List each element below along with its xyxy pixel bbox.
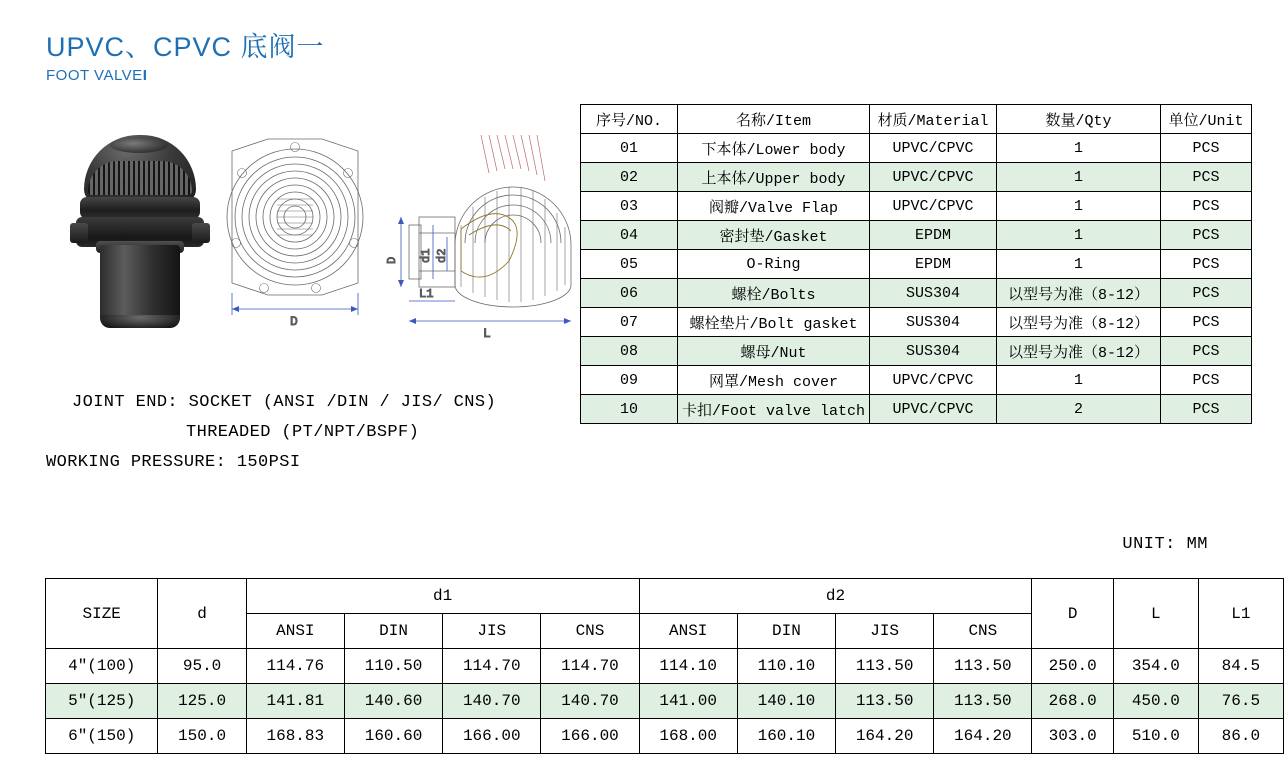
table-row bbox=[581, 308, 1252, 337]
part-material: UPVC/CPVC bbox=[870, 134, 997, 163]
dim-D: 303.0 bbox=[1032, 719, 1113, 754]
part-qty: 1 bbox=[997, 250, 1161, 279]
dim-L1: 84.5 bbox=[1198, 649, 1283, 684]
dim-header-d1-ansi: ANSI bbox=[246, 614, 344, 649]
working-pressure: WORKING PRESSURE: 150PSI bbox=[46, 453, 301, 472]
dim-d: 150.0 bbox=[158, 719, 246, 754]
part-unit: PCS bbox=[1161, 366, 1252, 395]
dim-d2-ansi: 168.00 bbox=[639, 719, 737, 754]
foot-valve-photo bbox=[70, 135, 210, 330]
joint-end-threaded: THREADED (PT/NPT/BSPF) bbox=[186, 423, 420, 442]
part-no: 07 bbox=[581, 308, 678, 337]
unit-note: UNIT: MM bbox=[1122, 535, 1208, 554]
part-qty: 1 bbox=[997, 366, 1161, 395]
dim-header-d2-jis: JIS bbox=[836, 614, 934, 649]
table-row bbox=[581, 192, 1252, 221]
part-material: SUS304 bbox=[870, 337, 997, 366]
part-no: 09 bbox=[581, 366, 678, 395]
part-qty: 1 bbox=[997, 192, 1161, 221]
part-qty: 以型号为准（8-12） bbox=[997, 279, 1161, 308]
table-row bbox=[46, 684, 1284, 719]
dim-d2-cns: 164.20 bbox=[934, 719, 1032, 754]
table-row bbox=[581, 337, 1252, 366]
dim-header-d2-ansi: ANSI bbox=[639, 614, 737, 649]
part-unit: PCS bbox=[1161, 221, 1252, 250]
part-item: 卡扣/Foot valve latch bbox=[678, 395, 870, 424]
product-drawings bbox=[40, 125, 560, 340]
dimension-table bbox=[45, 578, 1284, 754]
section-view-drawing bbox=[385, 125, 585, 340]
joint-end-socket: JOINT END: SOCKET (ANSI /DIN / JIS/ CNS) bbox=[72, 393, 497, 412]
dim-L: 510.0 bbox=[1113, 719, 1198, 754]
part-item: 螺栓/Bolts bbox=[678, 279, 870, 308]
parts-header-material: 材质/Material bbox=[870, 105, 997, 134]
dim-size: 4″(100) bbox=[46, 649, 158, 684]
part-material: UPVC/CPVC bbox=[870, 366, 997, 395]
dim-d2-din: 110.10 bbox=[737, 649, 835, 684]
dim-d1-cns: 114.70 bbox=[541, 649, 639, 684]
table-row bbox=[581, 250, 1252, 279]
dim-d1-cns: 166.00 bbox=[541, 719, 639, 754]
photo-mesh-slats bbox=[88, 161, 192, 195]
dim-d2-ansi: 141.00 bbox=[639, 684, 737, 719]
dim-L1: 76.5 bbox=[1198, 684, 1283, 719]
parts-table-header-row bbox=[581, 105, 1252, 134]
part-item: 网罩/Mesh cover bbox=[678, 366, 870, 395]
joint-end-specs bbox=[46, 388, 566, 478]
top-view-drawing bbox=[220, 133, 370, 333]
part-no: 02 bbox=[581, 163, 678, 192]
photo-dome-top bbox=[110, 137, 168, 153]
dim-d2-ansi: 114.10 bbox=[639, 649, 737, 684]
table-row bbox=[46, 649, 1284, 684]
dim-d2-cns: 113.50 bbox=[934, 649, 1032, 684]
part-no: 05 bbox=[581, 250, 678, 279]
page-subtitle-text: FOOT VALVE bbox=[46, 67, 143, 84]
dim-d2-din: 140.10 bbox=[737, 684, 835, 719]
part-no: 06 bbox=[581, 279, 678, 308]
page-subtitle bbox=[46, 66, 325, 86]
part-unit: PCS bbox=[1161, 250, 1252, 279]
part-item: 密封垫/Gasket bbox=[678, 221, 870, 250]
dim-d1-cns: 140.70 bbox=[541, 684, 639, 719]
part-material: SUS304 bbox=[870, 279, 997, 308]
part-qty: 1 bbox=[997, 134, 1161, 163]
section-dimension-d2: d2 bbox=[435, 248, 449, 263]
part-no: 03 bbox=[581, 192, 678, 221]
parts-header-unit: 单位/Unit bbox=[1161, 105, 1252, 134]
dim-d1-din: 110.50 bbox=[344, 649, 442, 684]
dim-header-d1-din: DIN bbox=[344, 614, 442, 649]
part-unit: PCS bbox=[1161, 308, 1252, 337]
dimension-table-header-row-1 bbox=[46, 579, 1284, 614]
section-dimension-L: L bbox=[483, 326, 491, 340]
dim-d2-cns: 113.50 bbox=[934, 684, 1032, 719]
dim-d1-ansi: 168.83 bbox=[246, 719, 344, 754]
dim-header-d1-cns: CNS bbox=[541, 614, 639, 649]
dim-header-d2-cns: CNS bbox=[934, 614, 1032, 649]
dim-d2-din: 160.10 bbox=[737, 719, 835, 754]
part-item: 上本体/Upper body bbox=[678, 163, 870, 192]
photo-latch-left bbox=[70, 223, 88, 243]
table-row bbox=[581, 221, 1252, 250]
dim-size: 6″(150) bbox=[46, 719, 158, 754]
part-qty: 以型号为准（8-12） bbox=[997, 337, 1161, 366]
part-qty: 1 bbox=[997, 163, 1161, 192]
dim-D: 250.0 bbox=[1032, 649, 1113, 684]
dim-d2-jis: 113.50 bbox=[836, 684, 934, 719]
part-material: UPVC/CPVC bbox=[870, 192, 997, 221]
part-material: SUS304 bbox=[870, 308, 997, 337]
section-dimension-D: D bbox=[385, 256, 399, 264]
photo-body-bottom bbox=[100, 315, 180, 328]
dim-header-D: D bbox=[1032, 579, 1113, 649]
dim-d: 125.0 bbox=[158, 684, 246, 719]
part-item: O-Ring bbox=[678, 250, 870, 279]
photo-latch-right bbox=[192, 223, 210, 243]
dim-L1: 86.0 bbox=[1198, 719, 1283, 754]
photo-body bbox=[100, 245, 180, 323]
table-row bbox=[581, 395, 1252, 424]
parts-header-item: 名称/Item bbox=[678, 105, 870, 134]
part-item: 阀瓣/Valve Flap bbox=[678, 192, 870, 221]
part-unit: PCS bbox=[1161, 395, 1252, 424]
dim-header-d2: d2 bbox=[639, 579, 1032, 614]
part-no: 08 bbox=[581, 337, 678, 366]
part-qty: 2 bbox=[997, 395, 1161, 424]
table-row bbox=[581, 163, 1252, 192]
table-row bbox=[46, 719, 1284, 754]
part-no: 10 bbox=[581, 395, 678, 424]
table-row bbox=[581, 279, 1252, 308]
dim-d1-ansi: 114.76 bbox=[246, 649, 344, 684]
part-no: 04 bbox=[581, 221, 678, 250]
dim-d1-din: 140.60 bbox=[344, 684, 442, 719]
parts-table bbox=[580, 104, 1252, 424]
part-item: 螺栓垫片/Bolt gasket bbox=[678, 308, 870, 337]
part-unit: PCS bbox=[1161, 279, 1252, 308]
top-view-dimension-D: D bbox=[290, 314, 298, 329]
part-material: EPDM bbox=[870, 221, 997, 250]
dim-d1-din: 160.60 bbox=[344, 719, 442, 754]
part-qty: 以型号为准（8-12） bbox=[997, 308, 1161, 337]
part-no: 01 bbox=[581, 134, 678, 163]
section-dimension-L1: L1 bbox=[419, 287, 434, 301]
parts-header-no: 序号/NO. bbox=[581, 105, 678, 134]
part-item: 下本体/Lower body bbox=[678, 134, 870, 163]
part-unit: PCS bbox=[1161, 337, 1252, 366]
dim-size: 5″(125) bbox=[46, 684, 158, 719]
dim-header-d2-din: DIN bbox=[737, 614, 835, 649]
part-material: UPVC/CPVC bbox=[870, 163, 997, 192]
dim-header-L1: L1 bbox=[1198, 579, 1283, 649]
dim-L: 450.0 bbox=[1113, 684, 1198, 719]
section-dimension-d1: d1 bbox=[419, 248, 433, 263]
part-material: UPVC/CPVC bbox=[870, 395, 997, 424]
part-unit: PCS bbox=[1161, 163, 1252, 192]
part-unit: PCS bbox=[1161, 192, 1252, 221]
dim-header-d1-jis: JIS bbox=[443, 614, 541, 649]
table-row bbox=[581, 366, 1252, 395]
table-row bbox=[581, 134, 1252, 163]
part-unit: PCS bbox=[1161, 134, 1252, 163]
dim-d2-jis: 164.20 bbox=[836, 719, 934, 754]
dim-d2-jis: 113.50 bbox=[836, 649, 934, 684]
page-subtitle-numeral: I bbox=[142, 67, 148, 84]
dim-header-L: L bbox=[1113, 579, 1198, 649]
part-item: 螺母/Nut bbox=[678, 337, 870, 366]
page-title-block bbox=[46, 30, 325, 86]
dim-d1-jis: 140.70 bbox=[443, 684, 541, 719]
parts-header-qty: 数量/Qty bbox=[997, 105, 1161, 134]
dim-header-d1: d1 bbox=[246, 579, 639, 614]
page-title: UPVC、CPVC 底阀一 bbox=[46, 32, 325, 62]
dim-d1-ansi: 141.81 bbox=[246, 684, 344, 719]
dim-header-d: d bbox=[158, 579, 246, 649]
photo-upper-ring bbox=[80, 197, 200, 219]
dim-header-size: SIZE bbox=[46, 579, 158, 649]
dim-d: 95.0 bbox=[158, 649, 246, 684]
part-qty: 1 bbox=[997, 221, 1161, 250]
part-material: EPDM bbox=[870, 250, 997, 279]
dim-L: 354.0 bbox=[1113, 649, 1198, 684]
dim-D: 268.0 bbox=[1032, 684, 1113, 719]
dim-d1-jis: 166.00 bbox=[443, 719, 541, 754]
dim-d1-jis: 114.70 bbox=[443, 649, 541, 684]
